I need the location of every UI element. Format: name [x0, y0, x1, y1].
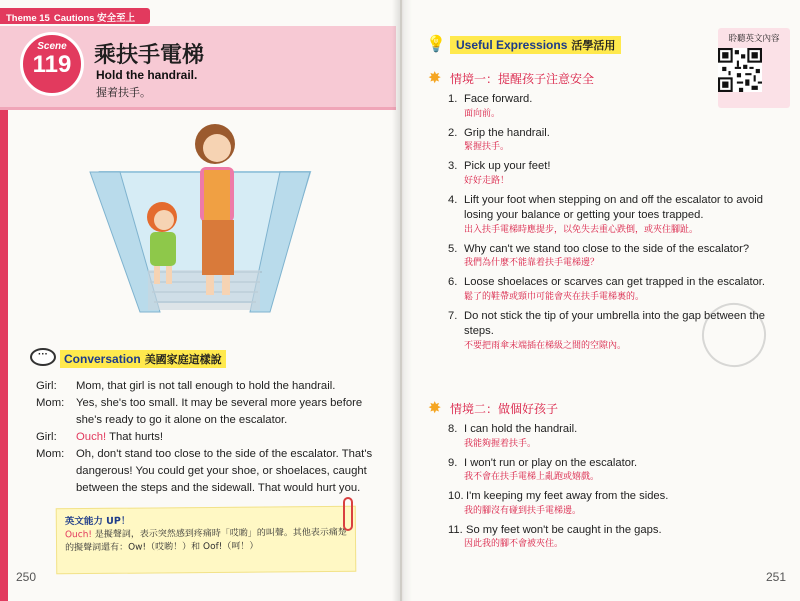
ouch-highlight: Ouch!: [76, 431, 107, 443]
dialog-speaker: Mom:: [36, 397, 65, 409]
tip-note-body: [65, 527, 347, 555]
qr-label: 聆聽英文內容: [728, 34, 780, 44]
tip-note: [56, 506, 357, 575]
expression-item: [448, 92, 788, 120]
tip-text: 是擬聲詞，表示突然感到疼痛時「哎喲」的叫聲。其他表示痛楚的擬聲詞還有：Ow!（哎喲！）和 Oof!（呵！）: [65, 527, 347, 554]
section-two-header: [428, 398, 558, 418]
expression-item: [448, 126, 788, 154]
expression-item: [448, 193, 788, 236]
expression-chinese: 我不會在扶手電梯上亂跑或嬉戲。: [464, 472, 600, 482]
expression-number: 1.: [448, 93, 458, 105]
star-icon: ✸: [428, 400, 442, 417]
dialog-text: Oh, don't stand too close to the side of the escalator. That's dangerous! You could get your shoe, or shoelaces, caught between the steps and the sidewall. That would hurt you.: [76, 448, 373, 494]
right-page: [402, 0, 800, 601]
expression-english: So my feet won't be caught in the gaps.: [466, 523, 662, 536]
expression-chinese: 我能夠握着扶手。: [464, 438, 537, 449]
expression-english: Why can't we stand too close to the side of the escalator?: [464, 242, 750, 255]
tip-note-title: 英文能力 UP！: [64, 515, 131, 528]
star-icon: ✸: [428, 70, 442, 87]
paperclip-icon: [343, 497, 353, 531]
expression-chinese: 好好走路！: [464, 175, 510, 186]
left-color-strip: [0, 110, 8, 601]
expression-chinese: 不要把雨傘末端插在梯級之間的空隙內。: [464, 340, 627, 351]
dialog-text: Mom, that girl is not tall enough to hold the handrail.: [76, 380, 336, 392]
expression-english: I won't run or play on the escalator.: [464, 456, 638, 469]
conversation-label: [60, 350, 226, 368]
page-number-left: 250: [16, 570, 37, 584]
section-one-header: [428, 68, 594, 88]
dialog-line: [36, 446, 381, 497]
dialog-speaker: Girl:: [36, 431, 57, 443]
expression-chinese: 緊握扶手。: [464, 142, 510, 152]
book-spine-shadow: [392, 0, 412, 601]
expression-english: Lift your foot when stepping on and off the escalator to avoid losing your balance or getting your toes trapped.: [464, 193, 763, 221]
dialog-line: [36, 429, 381, 446]
expression-number: 8.: [448, 423, 458, 435]
scene-number: 119: [32, 51, 72, 78]
section-two-title: 情境二：做個好孩子: [450, 401, 559, 416]
expression-english: I can hold the handrail.: [464, 423, 578, 435]
scene-badge: [20, 32, 84, 96]
scene-title-english: Hold the handrail.: [96, 68, 198, 82]
useful-label-zh: 活學活用: [571, 39, 616, 52]
expression-item: [448, 489, 788, 517]
page-number-right: 251: [765, 570, 786, 584]
tip-ouch: Ouch!: [64, 529, 93, 541]
expression-number: 6.: [448, 276, 458, 288]
expression-number: 2.: [448, 126, 458, 139]
conversation-dialog: [36, 378, 381, 497]
expression-item: [448, 523, 788, 551]
scene-title-chinese: 乘扶手電梯: [94, 43, 205, 68]
expression-item: [448, 275, 788, 303]
expression-item: [448, 456, 788, 484]
theme-number: Theme 15: [6, 13, 50, 24]
expression-number: 10.: [448, 490, 464, 502]
escalator-illustration: [80, 112, 320, 332]
conversation-label-en: Conversation: [64, 352, 141, 366]
expression-number: 11.: [448, 523, 463, 536]
theme-tab: [0, 8, 150, 24]
expression-list-two: [448, 422, 788, 556]
expression-english: I'm keeping my feet away from the sides.: [466, 490, 669, 502]
expression-english: Loose shoelaces or scarves can get trapped in the escalator.: [464, 276, 766, 288]
expression-chinese: 我的腳沒有碰到扶手電梯邊。: [464, 505, 582, 516]
dialog-line: [36, 395, 381, 429]
expression-chinese: 因此我的腳不會被夾住。: [464, 539, 564, 549]
scene-subtitle-chinese: 握着扶手。: [96, 86, 151, 99]
expression-chinese: 面向前。: [464, 108, 501, 119]
expression-number: 7.: [448, 309, 458, 322]
scene-word: Scene: [37, 41, 67, 52]
expression-english: Do not stick the tip of your umbrella into the gap between the steps.: [464, 309, 765, 337]
dialog-text: Yes, she's too small. It may be several more years before she's ready to go it alone on the escalator.: [76, 397, 363, 426]
expression-english: Grip the handrail.: [464, 126, 550, 139]
useful-label-en: Useful Expressions: [456, 38, 568, 52]
dialog-text: That hurts!: [106, 431, 164, 443]
dialog-speaker: Mom:: [36, 448, 65, 460]
expression-number: 4.: [448, 193, 458, 206]
expression-chinese: 鬆了的鞋帶或頸巾可能會夾在扶手電梯裏的。: [464, 291, 645, 302]
theme-label: Cautions 安全至上: [53, 13, 136, 24]
dialog-text-line: [76, 429, 381, 446]
expression-chinese: 出入扶手電梯時應提步，以免失去重心跌倒，或夾住腳趾。: [464, 224, 699, 235]
expression-english: Face forward.: [464, 93, 533, 105]
dialog-line: [36, 378, 381, 395]
expression-chinese: 我們為什麼不能靠着扶手電梯邊？: [464, 258, 600, 268]
expression-item: [448, 159, 788, 187]
section-one-title: 情境一：提醒孩子注意安全: [450, 71, 595, 86]
expression-item: [448, 242, 788, 270]
expression-number: 9.: [448, 456, 458, 469]
qr-code-icon[interactable]: [718, 48, 762, 92]
conversation-label-zh: 美國家庭這樣說: [144, 353, 222, 366]
expression-number: 3.: [448, 160, 458, 172]
expression-english: Pick up your feet!: [464, 160, 551, 172]
expression-number: 5.: [448, 242, 458, 255]
light-bulb-icon: 💡: [426, 36, 446, 53]
dialog-speaker: Girl:: [36, 380, 57, 392]
speech-bubble-icon: ···: [30, 348, 56, 366]
useful-expressions-label: [450, 36, 621, 54]
expression-item: [448, 422, 788, 450]
